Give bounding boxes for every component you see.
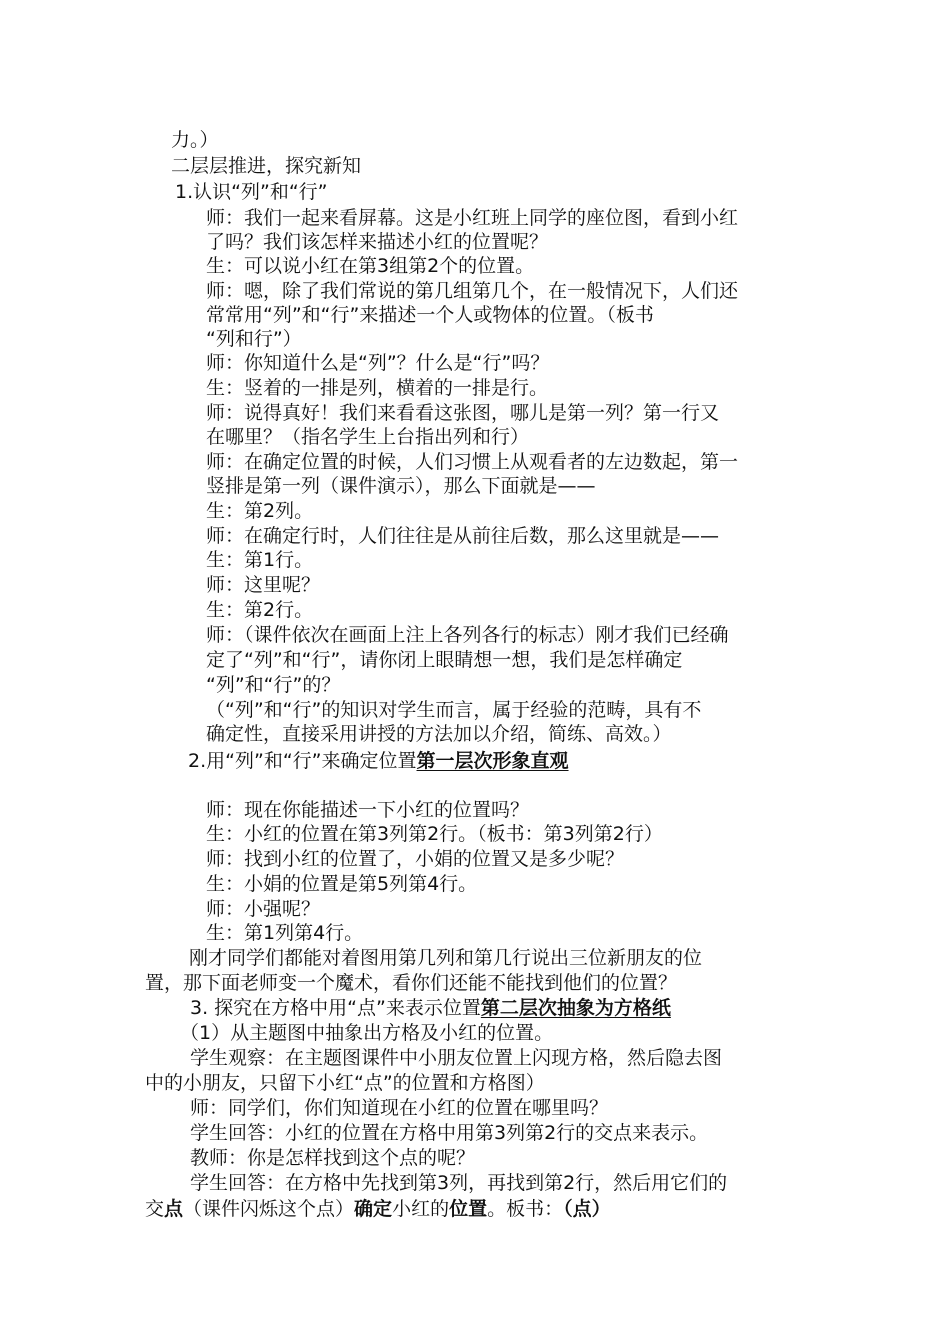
- text-line: [145, 1197, 611, 1221]
- text-line: 学生观察：在主题图课件中小朋友位置上闪现方格，然后隐去图: [190, 1047, 723, 1069]
- text-line: 生：小娟的位置是第5列第4行。: [206, 873, 478, 895]
- heading-text: 3. 探究在方格中用“点”来表示位置: [190, 997, 481, 1019]
- text-line: 生：竖着的一排是列，横着的一排是行。: [206, 377, 549, 399]
- text-line: 生：第2列。: [206, 500, 314, 522]
- bold-run: 确定: [354, 1198, 393, 1220]
- text-line: 竖排是第一列（课件演示），那么下面就是——: [206, 475, 596, 497]
- text-run: 小红的: [392, 1198, 450, 1220]
- text-line: 师：在确定行时，人们往往是从前往后数，那么这里就是——: [206, 525, 720, 547]
- text-line: 学生回答：小红的位置在方格中用第3列第2行的交点来表示。: [190, 1122, 709, 1144]
- text-line: 师：在确定位置的时候，人们习惯上从观看者的左边数起，第一: [206, 451, 739, 473]
- bold-run: 点: [164, 1198, 184, 1220]
- subsection-heading: [190, 996, 671, 1020]
- text-run: （课件闪烁这个点）: [183, 1198, 355, 1220]
- level-label: 第一层次形象直观: [416, 750, 569, 772]
- text-line: 师：找到小红的位置了，小娟的位置又是多少呢？: [206, 848, 625, 870]
- text-line: 置，那下面老师变一个魔术，看你们还能不能找到他们的位置？: [145, 972, 678, 994]
- bold-run: （点）: [563, 1198, 611, 1220]
- subsection-heading: 1.认识“列”和“行”: [175, 181, 328, 203]
- text-line: 师：你知道什么是“列”？什么是“行”吗？: [206, 352, 550, 374]
- text-line: 生：小红的位置在第3列第2行。（板书：第3列第2行）: [206, 823, 663, 845]
- text-line: “列”和“行”的？: [206, 674, 341, 696]
- text-line: 生：可以说小红在第3组第2个的位置。: [206, 255, 535, 277]
- text-line: 力。）: [171, 129, 219, 151]
- text-line: 师：同学们，你们知道现在小红的位置在哪里吗？: [190, 1097, 609, 1119]
- heading-text: 2.用“列”和“行”来确定位置: [188, 750, 417, 772]
- text-line: 师：我们一起来看屏幕。这是小红班上同学的座位图，看到小红: [206, 207, 739, 229]
- text-line: 师：嗯，除了我们常说的第几组第几个，在一般情况下，人们还: [206, 280, 739, 302]
- text-line: 生：第1列第4行。: [206, 922, 364, 944]
- text-line: 师：小强呢？: [206, 898, 321, 920]
- text-line: 生：第1行。: [206, 549, 314, 571]
- text-line: 定了“列”和“行”，请你闭上眼睛想一想，我们是怎样确定: [206, 649, 683, 671]
- text-line: （1）从主题图中抽象出方格及小红的位置。: [180, 1022, 554, 1044]
- text-line: 师：说得真好！我们来看看这张图，哪儿是第一列？第一行又: [206, 402, 720, 424]
- section-heading: 二层层推进，探究新知: [171, 155, 362, 177]
- bold-run: 位置: [449, 1198, 488, 1220]
- text-run: 交: [145, 1198, 165, 1220]
- text-line: 常常用“列”和“行”来描述一个人或物体的位置。（板书: [206, 304, 654, 326]
- text-run: 。板书：: [487, 1198, 564, 1220]
- level-label: 第二层次抽象为方格纸: [480, 997, 671, 1019]
- text-line: 师：（课件依次在画面上注上各列各行的标志）刚才我们已经确: [206, 624, 729, 646]
- text-line: 确定性，直接采用讲授的方法加以介绍，简练、高效。）: [206, 723, 672, 745]
- subsection-heading: [188, 749, 569, 773]
- text-line: 学生回答：在方格中先找到第3列，再找到第2行，然后用它们的: [190, 1172, 728, 1194]
- text-line: （“列”和“行”的知识对学生而言，属于经验的范畴，具有不: [206, 699, 702, 721]
- text-line: 在哪里？（指名学生上台指出列和行）: [206, 426, 530, 448]
- text-line: 中的小朋友，只留下小红“点”的位置和方格图）: [145, 1072, 545, 1094]
- text-line: “列和行”）: [206, 328, 302, 350]
- text-line: 刚才同学们都能对着图用第几列和第几行说出三位新朋友的位: [189, 947, 703, 969]
- text-line: 师：这里呢？: [206, 574, 321, 596]
- text-line: 了吗？我们该怎样来描述小红的位置呢？: [206, 231, 549, 253]
- text-line: 教师：你是怎样找到这个点的呢？: [190, 1147, 476, 1169]
- text-line: 生：第2行。: [206, 599, 314, 621]
- text-line: 师：现在你能描述一下小红的位置吗？: [206, 799, 530, 821]
